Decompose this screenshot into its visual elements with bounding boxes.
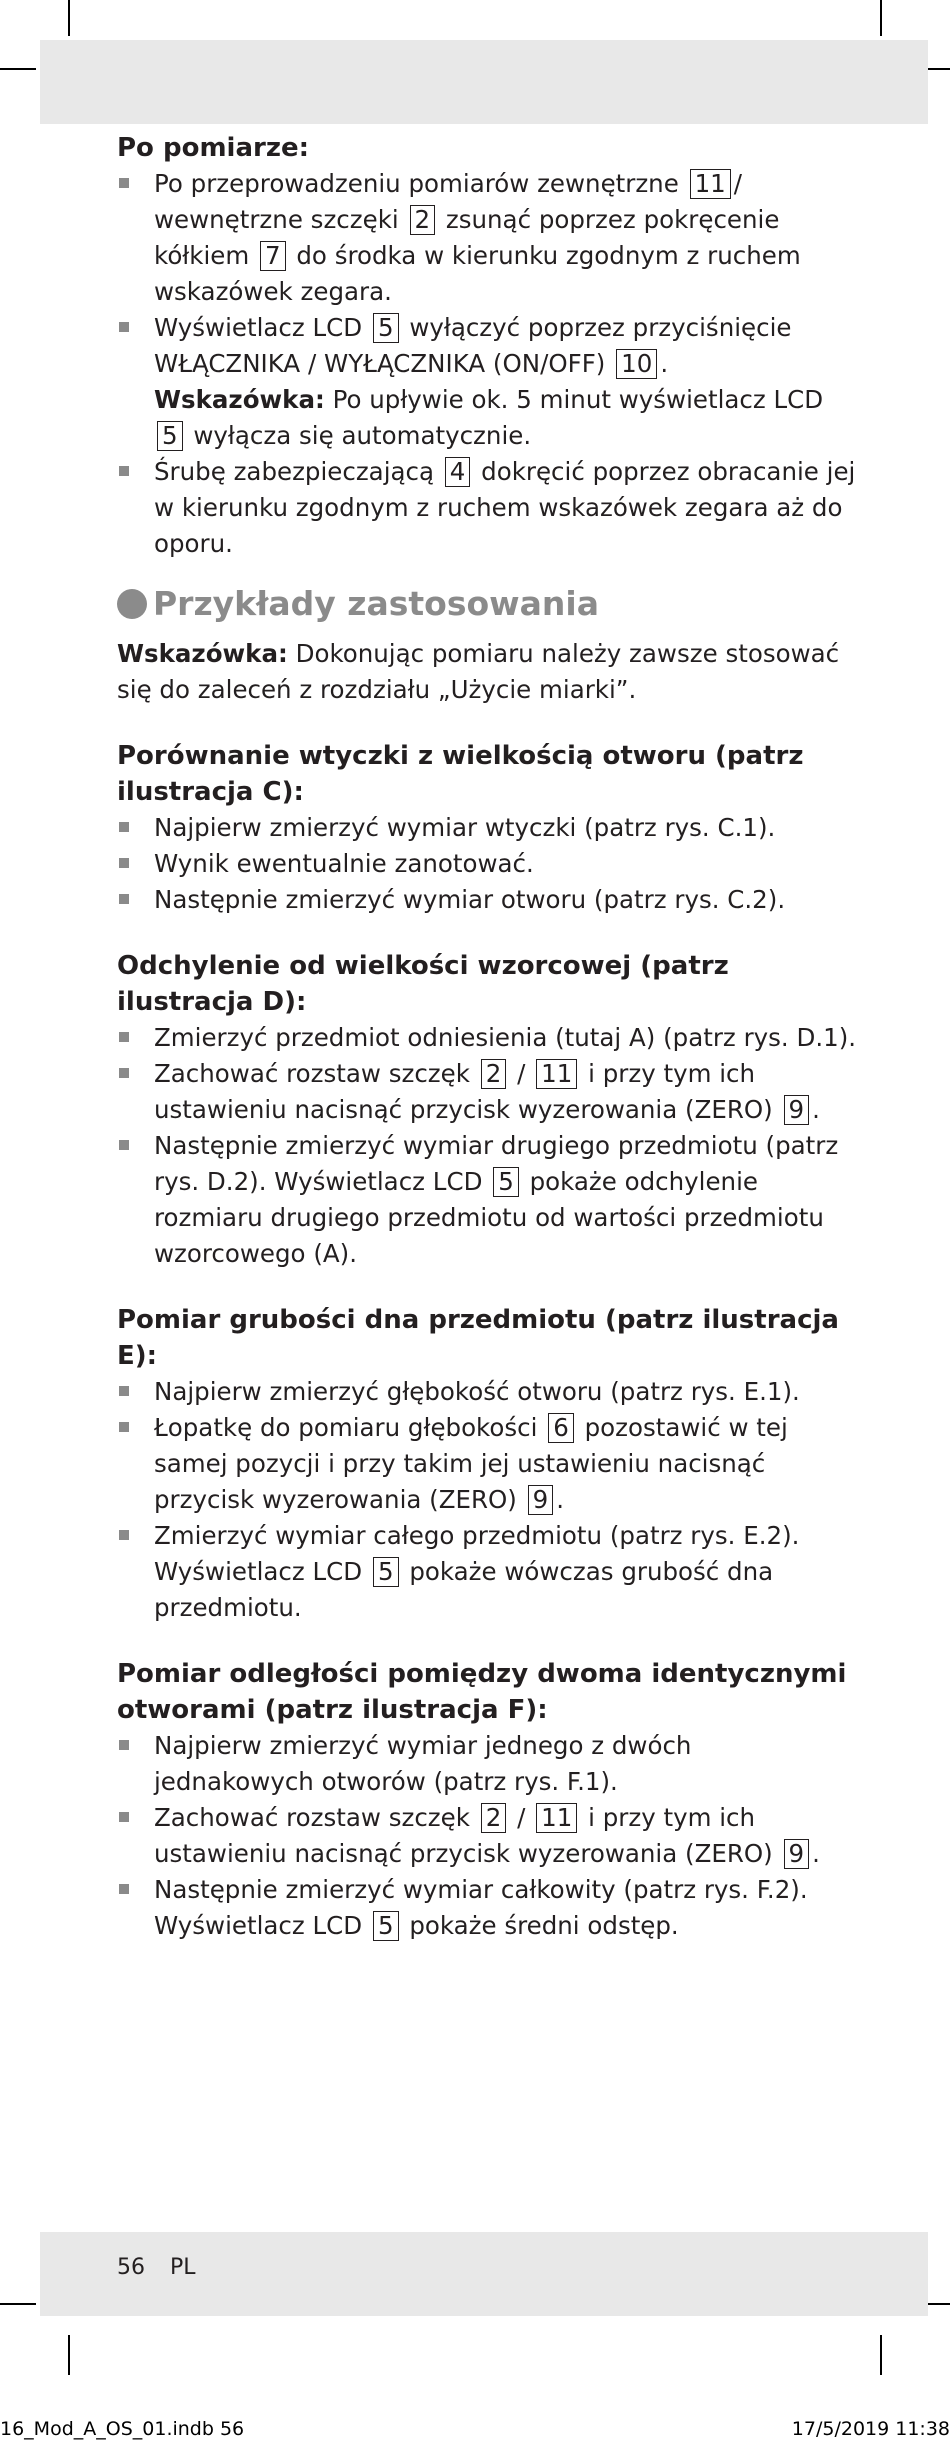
part-number-box: 9	[784, 1095, 810, 1125]
list-item: Najpierw zmierzyć wymiar wtyczki (patrz rys. C.1).	[117, 810, 857, 846]
crop-mark	[68, 0, 70, 36]
list-item: Zachować rozstaw szczęk 2 / 11 i przy tym ich ustawieniu nacisnąć przycisk wyzerowania (ZERO) 9 .	[117, 1056, 857, 1128]
crop-mark	[0, 68, 36, 70]
list-item: Następnie zmierzyć wymiar całkowity (patrz rys. F.2). Wyświetlacz LCD 5 pokaże średni odstęp.	[117, 1872, 857, 1944]
part-number-box: 11	[690, 169, 731, 199]
part-number-box: 5	[373, 313, 399, 343]
part-number-box: 7	[260, 241, 286, 271]
crop-mark	[880, 0, 882, 36]
list-item: Zachować rozstaw szczęk 2 / 11 i przy tym ich ustawieniu nacisnąć przycisk wyzerowania (ZERO) 9 .	[117, 1800, 857, 1872]
part-number-box: 6	[548, 1413, 574, 1443]
bottom-list	[117, 1374, 857, 1626]
header-band	[40, 40, 928, 124]
part-number-box: 5	[157, 421, 183, 451]
section-title-text: Przykłady zastosowania	[153, 584, 599, 623]
part-number-box: 4	[445, 457, 471, 487]
examples-note	[117, 636, 857, 708]
print-slug-date: 17/5/2019 11:38	[791, 2418, 950, 2440]
language-code: PL	[170, 2255, 196, 2280]
bottom-heading: Pomiar grubości dna przedmiotu (patrz ilustracja E):	[117, 1305, 839, 1371]
list-item: Wynik ewentualnie zanotować.	[117, 846, 857, 882]
note-label: Wskazówka:	[154, 385, 325, 414]
list-item: Najpierw zmierzyć wymiar jednego z dwóch jednakowych otworów (patrz rys. F.1).	[117, 1728, 857, 1800]
crop-mark	[68, 2335, 70, 2375]
list-item: Po przeprowadzeniu pomiarów zewnętrzne 11 / wewnętrzne szczęki 2 zsunąć poprzez pokręcenie kółkiem 7 do środka w kierunku zgodnym z ruchem wskazówek zegara.	[117, 166, 857, 310]
page-number: 56	[117, 2255, 145, 2280]
bullet-circle-icon	[117, 589, 147, 619]
part-number-box: 5	[373, 1911, 399, 1941]
deviation-heading: Odchylenie od wielkości wzorcowej (patrz ilustracja D):	[117, 951, 729, 1017]
part-number-box: 2	[410, 205, 436, 235]
crop-mark	[0, 2303, 36, 2305]
distance-list	[117, 1728, 857, 1944]
crop-mark	[880, 2335, 882, 2375]
print-slug-file: 16_Mod_A_OS_01.indb 56	[0, 2418, 245, 2440]
part-number-box: 2	[481, 1059, 507, 1089]
deviation-list	[117, 1020, 857, 1272]
note-label: Wskazówka:	[117, 639, 288, 668]
part-number-box: 5	[373, 1557, 399, 1587]
list-item: Zmierzyć przedmiot odniesienia (tutaj A) (patrz rys. D.1).	[117, 1020, 857, 1056]
list-item: Najpierw zmierzyć głębokość otworu (patrz rys. E.1).	[117, 1374, 857, 1410]
part-number-box: 10	[616, 349, 657, 379]
list-item: Łopatkę do pomiaru głębokości 6 pozostawić w tej samej pozycji i przy takim jej ustawieniu nacisnąć przycisk wyzerowania (ZERO) 9 .	[117, 1410, 857, 1518]
part-number-box: 2	[481, 1803, 507, 1833]
list-item: Następnie zmierzyć wymiar otworu (patrz rys. C.2).	[117, 882, 857, 918]
list-item: Zmierzyć wymiar całego przedmiotu (patrz rys. E.2). Wyświetlacz LCD 5 pokaże wówczas grubość dna przedmiotu.	[117, 1518, 857, 1626]
part-number-box: 9	[784, 1839, 810, 1869]
list-item: Następnie zmierzyć wymiar drugiego przedmiotu (patrz rys. D.2). Wyświetlacz LCD 5 pokaże odchylenie rozmiaru drugiego przedmiotu od wartości przedmiotu wzorcowego (A).	[117, 1128, 857, 1272]
part-number-box: 9	[528, 1485, 554, 1515]
after-list	[117, 166, 857, 562]
compare-heading: Porównanie wtyczki z wielkością otworu (patrz ilustracja C):	[117, 741, 804, 807]
distance-heading: Pomiar odległości pomiędzy dwoma identycznymi otworami (patrz ilustracja F):	[117, 1659, 847, 1725]
part-number-box: 11	[536, 1803, 577, 1833]
note-text: Dokonując pomiaru należy zawsze stosować się do zaleceń z rozdziału „Użycie miarki”.	[117, 639, 840, 704]
compare-list	[117, 810, 857, 918]
list-item: Wyświetlacz LCD 5 wyłączyć poprzez przyciśnięcie WŁĄCZNIKA / WYŁĄCZNIKA (ON/OFF) 10 . Wskazówka: Po upływie ok. 5 minut wyświetlacz LCD 5 wyłącza się automatycznie.	[117, 310, 857, 454]
part-number-box: 5	[493, 1167, 519, 1197]
section-title	[117, 584, 857, 624]
page-content	[117, 130, 857, 1944]
after-heading: Po pomiarze:	[117, 133, 309, 163]
list-item: Śrubę zabezpieczającą 4 dokręcić poprzez obracanie jej w kierunku zgodnym z ruchem wskazówek zegara aż do oporu.	[117, 454, 857, 562]
part-number-box: 11	[536, 1059, 577, 1089]
